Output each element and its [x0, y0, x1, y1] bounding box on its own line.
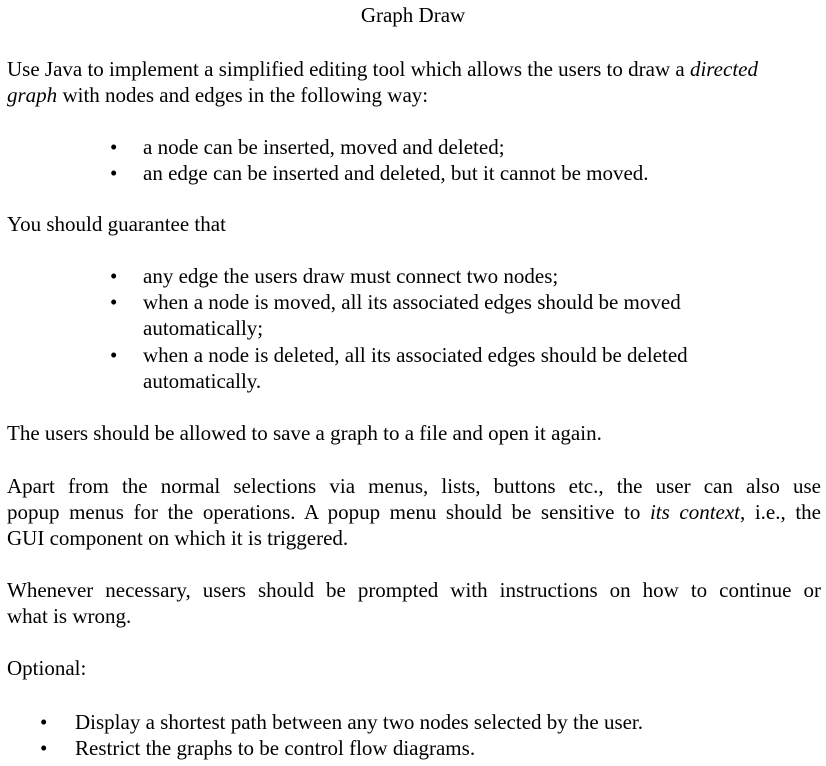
bullet-icon: •	[110, 161, 118, 185]
intro-emphasis-graph: graph	[7, 83, 58, 107]
optional-heading: Optional:	[7, 656, 87, 680]
page-title: Graph Draw	[360, 3, 466, 27]
prompt-line-2: what is wrong.	[7, 604, 132, 628]
bullet-icon: •	[40, 710, 48, 734]
intro-text: with nodes and edges in the following way:	[57, 83, 429, 107]
save-paragraph: The users should be allowed to save a graph to a file and open it again.	[7, 421, 602, 445]
popup-text: , i.e., the	[740, 500, 821, 524]
intro-line-1	[7, 56, 758, 82]
list-item: when a node is deleted, all its associated edges should be deleted	[143, 343, 688, 367]
intro-line-2	[7, 82, 428, 108]
optional-item: Display a shortest path between any two nodes selected by the user.	[75, 710, 644, 734]
list-item-continuation: automatically;	[143, 316, 264, 340]
bullet-icon: •	[110, 135, 118, 159]
bullet-icon: •	[110, 343, 118, 367]
popup-line-3: GUI component on which it is triggered.	[7, 526, 349, 550]
bullet-icon: •	[110, 290, 118, 314]
popup-line-1: Apart from the normal selections via menus, lists, buttons etc., the user can also use	[7, 474, 821, 498]
list-item: a node can be inserted, moved and deleted;	[143, 135, 505, 159]
popup-text: popup menus for the operations. A popup menu should be sensitive to	[7, 500, 650, 524]
popup-emphasis-context: its context	[649, 500, 740, 524]
optional-item: Restrict the graphs to be control flow diagrams.	[75, 736, 476, 760]
list-item-continuation: automatically.	[143, 369, 262, 393]
guarantee-text: You should guarantee that	[7, 212, 226, 236]
list-item: when a node is moved, all its associated edges should be moved	[143, 290, 681, 314]
bullet-icon: •	[110, 264, 118, 288]
popup-line-2	[7, 499, 821, 525]
list-item: any edge the users draw must connect two nodes;	[143, 264, 559, 288]
bullet-icon: •	[40, 736, 48, 760]
prompt-line-1: Whenever necessary, users should be prompted with instructions on how to continue or	[7, 578, 821, 602]
list-item: an edge can be inserted and deleted, but it cannot be moved.	[143, 161, 649, 185]
intro-emphasis-directed: directed	[689, 57, 758, 81]
intro-text: Use Java to implement a simplified editing tool which allows the users to draw a	[7, 57, 690, 81]
